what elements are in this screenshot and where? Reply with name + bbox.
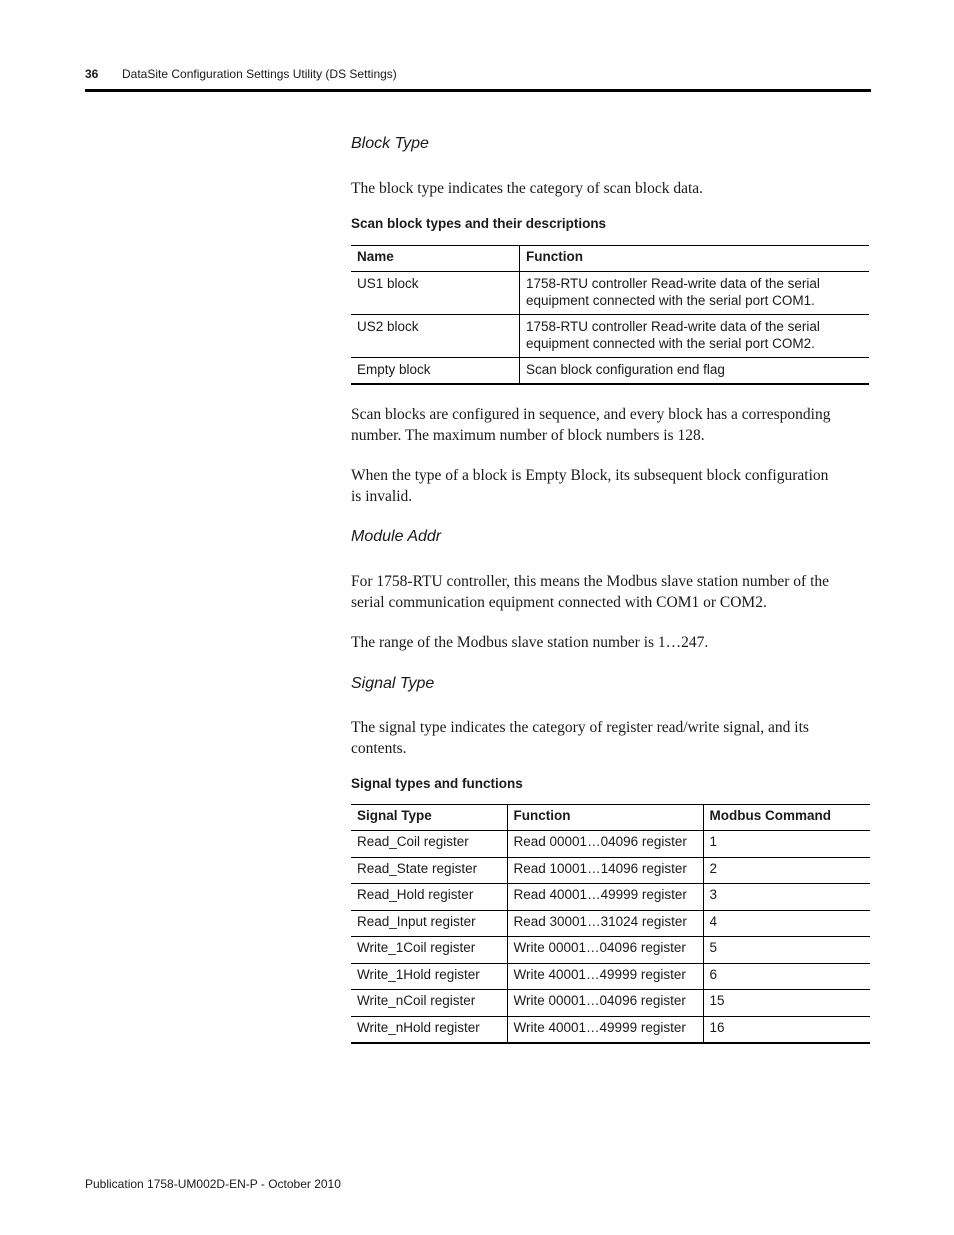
cell-function: Write 00001…04096 register xyxy=(507,937,703,964)
table-row xyxy=(351,963,870,990)
signal-type-intro xyxy=(351,718,871,759)
empty-block-paragraph xyxy=(351,466,871,507)
block-type-intro: The block type indicates the category of scan block data. xyxy=(351,180,704,197)
cell-function-line: equipment connected with the serial port COM2. xyxy=(526,336,815,351)
cell-function: Write 00001…04096 register xyxy=(507,990,703,1017)
text-line: serial communication equipment connected with COM1 or COM2. xyxy=(351,593,767,611)
cell-function: Read 00001…04096 register xyxy=(507,831,703,858)
text-line: contents. xyxy=(351,739,407,757)
table-row xyxy=(351,1016,870,1043)
column-header-modbus-command: Modbus Command xyxy=(703,805,870,831)
column-header-function: Function xyxy=(507,805,703,831)
cell-function: Read 40001…49999 register xyxy=(507,884,703,911)
text-line: When the type of a block is Empty Block, its subsequent block configuration xyxy=(351,467,829,484)
cell-function: Write 40001…49999 register xyxy=(507,963,703,990)
cell-function xyxy=(520,358,870,385)
table-header-row xyxy=(351,805,870,831)
table-row xyxy=(351,910,870,937)
publication-footer: Publication 1758-UM002D-EN-P - October 2010 xyxy=(85,1177,341,1191)
cell-function-line: equipment connected with the serial port COM1. xyxy=(526,293,815,308)
table-row xyxy=(351,937,870,964)
running-title: DataSite Configuration Settings Utility (DS Settings) xyxy=(122,67,397,81)
cell-modbus-command: 2 xyxy=(703,857,870,884)
text-line: number. The maximum number of block numbers is 128. xyxy=(351,426,705,444)
scan-block-table xyxy=(351,245,869,385)
table-row xyxy=(351,990,870,1017)
text-line: For 1758-RTU controller, this means the Modbus slave station number of the xyxy=(351,573,830,590)
cell-function xyxy=(520,272,870,315)
cell-signal-type: Read_Hold register xyxy=(351,884,507,911)
scan-block-table-caption: Scan block types and their descriptions xyxy=(351,216,607,231)
table-row xyxy=(351,857,870,884)
module-addr-paragraph xyxy=(351,572,871,613)
column-header-function: Function xyxy=(520,246,870,272)
table-row xyxy=(351,358,869,385)
cell-modbus-command: 16 xyxy=(703,1016,870,1043)
cell-modbus-command: 3 xyxy=(703,884,870,911)
heading-block-type: Block Type xyxy=(351,135,429,152)
cell-name: Empty block xyxy=(351,358,520,385)
cell-modbus-command: 6 xyxy=(703,963,870,990)
cell-function: Read 10001…14096 register xyxy=(507,857,703,884)
heading-signal-type: Signal Type xyxy=(351,675,435,692)
table-row xyxy=(351,272,869,315)
cell-signal-type: Read_Coil register xyxy=(351,831,507,858)
cell-modbus-command: 4 xyxy=(703,910,870,937)
cell-function: Write 40001…49999 register xyxy=(507,1016,703,1043)
column-header-signal-type: Signal Type xyxy=(351,805,507,831)
signal-types-table xyxy=(351,804,870,1044)
column-header-name: Name xyxy=(351,246,520,272)
cell-function-line: 1758-RTU controller Read-write data of the serial xyxy=(526,276,820,291)
page-header xyxy=(85,66,871,90)
scan-blocks-paragraph xyxy=(351,405,871,446)
text-line: Scan blocks are configured in sequence, and every block has a corresponding xyxy=(351,406,831,423)
table-header-row xyxy=(351,246,869,272)
table-row xyxy=(351,315,869,358)
page-number: 36 xyxy=(85,67,99,81)
cell-function xyxy=(520,315,870,358)
table-row xyxy=(351,884,870,911)
text-line: is invalid. xyxy=(351,487,413,505)
cell-signal-type: Read_Input register xyxy=(351,910,507,937)
cell-modbus-command: 15 xyxy=(703,990,870,1017)
cell-signal-type: Write_1Coil register xyxy=(351,937,507,964)
table-row xyxy=(351,831,870,858)
header-rule xyxy=(85,89,871,92)
cell-modbus-command: 1 xyxy=(703,831,870,858)
heading-module-addr: Module Addr xyxy=(351,528,442,545)
cell-function-line: Scan block configuration end flag xyxy=(526,362,725,377)
cell-name: US1 block xyxy=(351,272,520,315)
cell-function-line: 1758-RTU controller Read-write data of the serial xyxy=(526,319,820,334)
cell-signal-type: Write_1Hold register xyxy=(351,963,507,990)
text-line: The signal type indicates the category of register read/write signal, and its xyxy=(351,719,809,736)
cell-function: Read 30001…31024 register xyxy=(507,910,703,937)
cell-signal-type: Write_nCoil register xyxy=(351,990,507,1017)
signal-table-caption: Signal types and functions xyxy=(351,776,523,791)
cell-signal-type: Read_State register xyxy=(351,857,507,884)
cell-modbus-command: 5 xyxy=(703,937,870,964)
slave-range-paragraph: The range of the Modbus slave station number is 1…247. xyxy=(351,634,709,651)
cell-signal-type: Write_nHold register xyxy=(351,1016,507,1043)
cell-name: US2 block xyxy=(351,315,520,358)
